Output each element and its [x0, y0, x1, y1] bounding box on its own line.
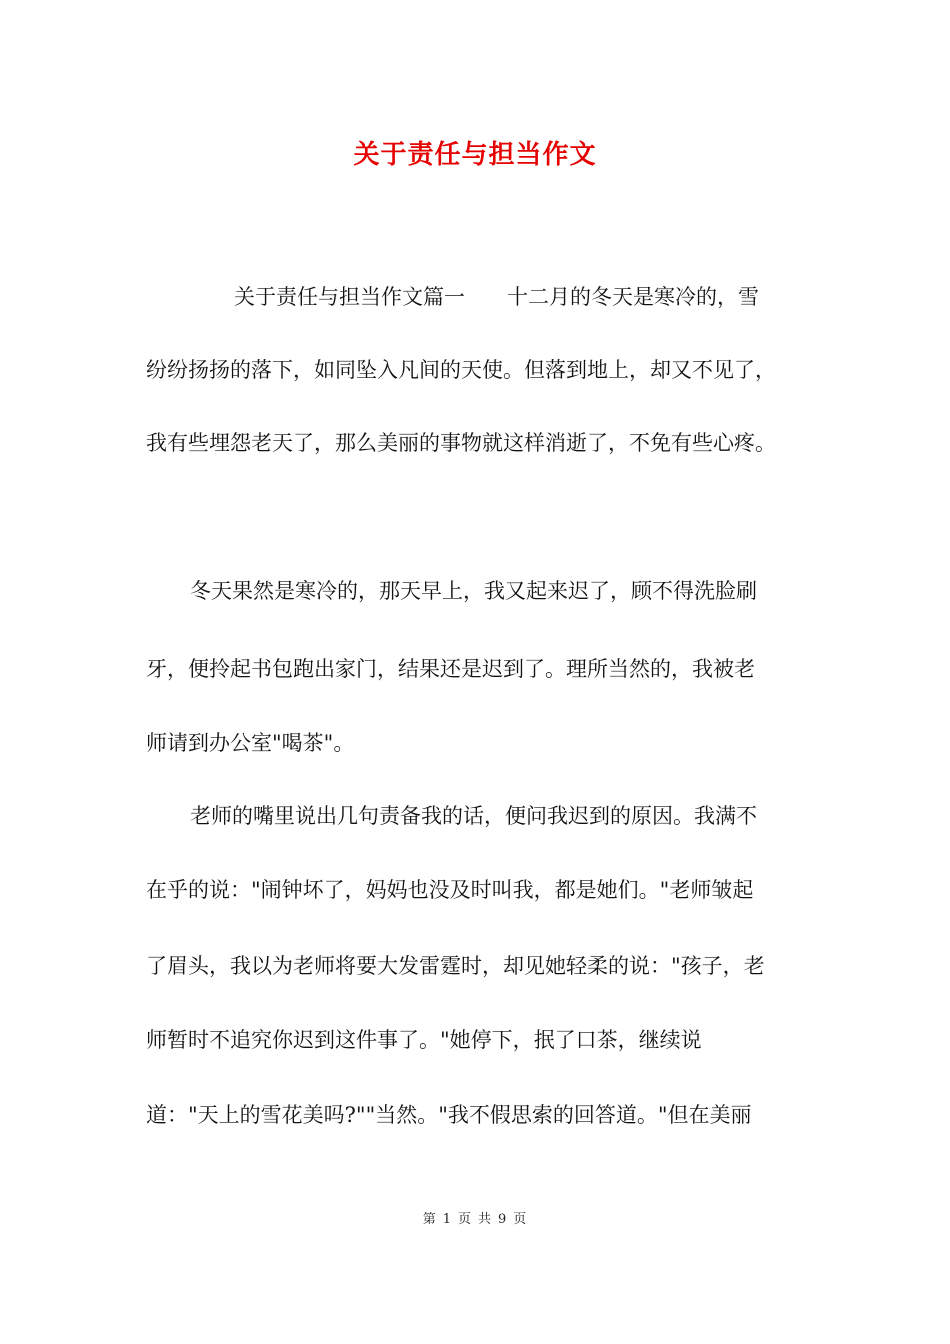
body-line: 了眉头，我以为老师将要大发雷霆时，却见她轻柔的说："孩子，老: [146, 954, 765, 978]
body-line: 牙，便拎起书包跑出家门，结果还是迟到了。理所当然的，我被老: [146, 657, 755, 681]
page-footer: [0, 1208, 950, 1227]
footer-prefix: 第: [422, 1212, 437, 1227]
body-line: 冬天果然是寒冷的，那天早上，我又起来迟了，顾不得洗脸刷: [190, 579, 757, 603]
body-line: 纷纷扬扬的落下，如同坠入凡间的天使。但落到地上，却又不见了，: [146, 358, 776, 382]
page-total: 9: [498, 1212, 508, 1227]
body-line: 师请到办公室"喝茶"。: [146, 731, 355, 755]
page-number: 1: [442, 1212, 452, 1227]
body-line: 关于责任与担当作文篇一 十二月的冬天是寒冷的，雪: [234, 285, 759, 309]
body-line: 我有些埋怨老天了，那么美丽的事物就这样消逝了，不免有些心疼。: [146, 431, 776, 455]
body-line: 在乎的说："闹钟坏了，妈妈也没及时叫我，都是她们。"老师皱起: [146, 878, 754, 902]
body-line: 道："天上的雪花美吗?""当然。"我不假思索的回答道。"但在美丽: [146, 1103, 752, 1127]
body-line: 老师的嘴里说出几句责备我的话，便问我迟到的原因。我满不: [190, 804, 757, 828]
footer-page-word: 页: [457, 1212, 472, 1227]
footer-suffix: 页: [513, 1212, 528, 1227]
footer-total-word: 共: [478, 1212, 493, 1227]
body-line: 师暂时不追究你迟到这件事了。"她停下，抿了口茶，继续说: [146, 1028, 702, 1052]
document-title: 关于责任与担当作文: [353, 140, 597, 170]
